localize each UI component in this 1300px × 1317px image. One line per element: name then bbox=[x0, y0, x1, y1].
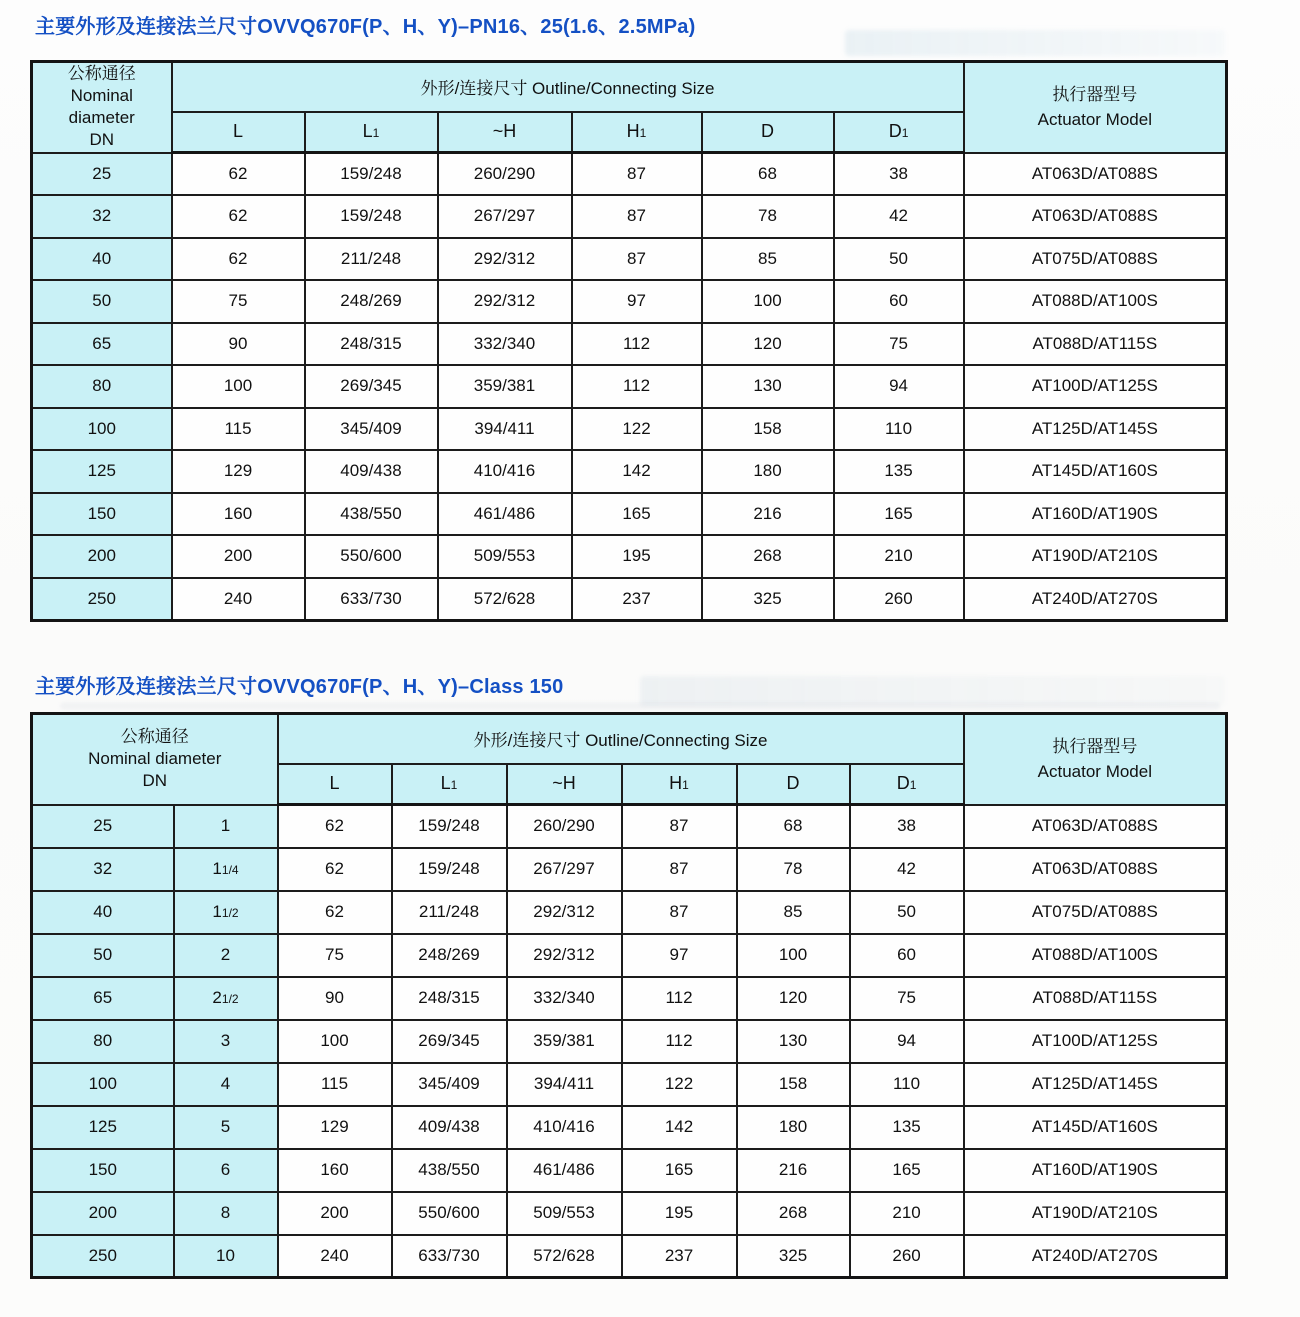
h-cell: 572/628 bbox=[507, 1235, 622, 1278]
table-row bbox=[32, 805, 1227, 848]
h-cell: 394/411 bbox=[438, 408, 572, 451]
title-pn16-table: 主要外形及连接法兰尺寸OVVQ670F(P、H、Y)–PN16、25(1.6、2.5MPa) bbox=[35, 16, 696, 38]
h-cell: 292/312 bbox=[438, 238, 572, 281]
inch-cell: 8 bbox=[174, 1192, 278, 1235]
dimensions-table-class150 bbox=[30, 712, 1228, 1279]
table2-header bbox=[32, 714, 1227, 805]
d1-cell: 210 bbox=[850, 1192, 964, 1235]
table-row bbox=[32, 848, 1227, 891]
actuator-cell: AT145D/AT160S bbox=[964, 1106, 1227, 1149]
h1-cell: 122 bbox=[622, 1063, 737, 1106]
actuator-cell: AT063D/AT088S bbox=[964, 153, 1227, 196]
table1-body bbox=[32, 153, 1227, 621]
d-cell: 78 bbox=[737, 848, 850, 891]
d-cell: 85 bbox=[737, 891, 850, 934]
h-cell: 359/381 bbox=[438, 365, 572, 408]
dn-cell: 50 bbox=[32, 934, 174, 977]
actuator-cell: AT190D/AT210S bbox=[964, 535, 1227, 578]
dn-header-line: DN bbox=[142, 771, 168, 791]
d1-cell: 110 bbox=[834, 408, 964, 451]
h1-cell: 97 bbox=[572, 280, 702, 323]
inch-cell: 4 bbox=[174, 1063, 278, 1106]
dn-cell: 32 bbox=[32, 848, 174, 891]
inch-cell: 3 bbox=[174, 1020, 278, 1063]
h1-cell: 87 bbox=[572, 195, 702, 238]
dn-cell: 200 bbox=[32, 1192, 174, 1235]
l1-cell: 248/315 bbox=[392, 977, 507, 1020]
l1-cell: 248/269 bbox=[305, 280, 438, 323]
h-cell: 267/297 bbox=[438, 195, 572, 238]
h-cell: 332/340 bbox=[438, 323, 572, 366]
h-cell: 359/381 bbox=[507, 1020, 622, 1063]
inch-cell: 2 bbox=[174, 934, 278, 977]
table-row bbox=[32, 1063, 1227, 1106]
dn-header bbox=[32, 714, 278, 805]
h1-cell: 112 bbox=[622, 1020, 737, 1063]
dn-cell: 65 bbox=[32, 323, 172, 366]
dn-cell: 125 bbox=[32, 1106, 174, 1149]
table-row bbox=[32, 1235, 1227, 1278]
actuator-cell: AT063D/AT088S bbox=[964, 195, 1227, 238]
l1-cell: 633/730 bbox=[392, 1235, 507, 1278]
l1-cell: 159/248 bbox=[392, 805, 507, 848]
actuator-cell: AT088D/AT100S bbox=[964, 280, 1227, 323]
l-cell: 100 bbox=[172, 365, 305, 408]
d1-cell: 94 bbox=[850, 1020, 964, 1063]
actuator-cell: AT240D/AT270S bbox=[964, 578, 1227, 621]
d-cell: 85 bbox=[702, 238, 834, 281]
d1-cell: 38 bbox=[850, 805, 964, 848]
d-cell: 216 bbox=[737, 1149, 850, 1192]
actuator-cell: AT160D/AT190S bbox=[964, 1149, 1227, 1192]
l1-cell: 159/248 bbox=[392, 848, 507, 891]
h1-cell: 142 bbox=[572, 450, 702, 493]
table-row bbox=[32, 195, 1227, 238]
h-cell: 260/290 bbox=[438, 153, 572, 196]
table-row bbox=[32, 934, 1227, 977]
table-row bbox=[32, 977, 1227, 1020]
inch-cell: 11/2 bbox=[174, 891, 278, 934]
l1-cell: 438/550 bbox=[305, 493, 438, 536]
l1-cell: 550/600 bbox=[305, 535, 438, 578]
l-cell: 62 bbox=[172, 153, 305, 196]
d1-cell: 165 bbox=[834, 493, 964, 536]
dn-cell: 100 bbox=[32, 408, 172, 451]
scan-artifact bbox=[60, 702, 1220, 710]
l-cell: 90 bbox=[278, 977, 392, 1020]
l-cell: 240 bbox=[278, 1235, 392, 1278]
h-cell: 267/297 bbox=[507, 848, 622, 891]
h1-cell: 87 bbox=[622, 805, 737, 848]
h1-cell: 237 bbox=[622, 1235, 737, 1278]
l-cell: 129 bbox=[172, 450, 305, 493]
l-cell: 75 bbox=[172, 280, 305, 323]
dimensions-table-pn16 bbox=[30, 60, 1228, 622]
h-cell: 292/312 bbox=[438, 280, 572, 323]
dn-cell: 65 bbox=[32, 977, 174, 1020]
h1-cell: 195 bbox=[572, 535, 702, 578]
actuator-header-line: Actuator Model bbox=[1037, 762, 1152, 782]
l-cell: 90 bbox=[172, 323, 305, 366]
h-cell: 292/312 bbox=[507, 891, 622, 934]
l-cell: 129 bbox=[278, 1106, 392, 1149]
d-cell: 120 bbox=[737, 977, 850, 1020]
dn-cell: 40 bbox=[32, 891, 174, 934]
l1-cell: 211/248 bbox=[305, 238, 438, 281]
d-cell: 130 bbox=[737, 1020, 850, 1063]
d-cell: 216 bbox=[702, 493, 834, 536]
l1-cell: 345/409 bbox=[392, 1063, 507, 1106]
d1-cell: 42 bbox=[850, 848, 964, 891]
d-cell: 78 bbox=[702, 195, 834, 238]
inch-cell: 6 bbox=[174, 1149, 278, 1192]
table-row bbox=[32, 153, 1227, 196]
d-cell: 158 bbox=[702, 408, 834, 451]
h-cell: 260/290 bbox=[507, 805, 622, 848]
actuator-cell: AT100D/AT125S bbox=[964, 1020, 1227, 1063]
h-cell: 461/486 bbox=[507, 1149, 622, 1192]
l1-cell: 633/730 bbox=[305, 578, 438, 621]
actuator-cell: AT160D/AT190S bbox=[964, 493, 1227, 536]
d-cell: 268 bbox=[702, 535, 834, 578]
actuator-header-line: 执行器型号 bbox=[1052, 736, 1138, 756]
l1-cell: 269/345 bbox=[392, 1020, 507, 1063]
l1-cell: 159/248 bbox=[305, 195, 438, 238]
dn-cell: 250 bbox=[32, 578, 172, 621]
h1-cell: 112 bbox=[572, 323, 702, 366]
l-cell: 62 bbox=[278, 891, 392, 934]
l1-cell: 211/248 bbox=[392, 891, 507, 934]
l-cell: 62 bbox=[278, 805, 392, 848]
h1-cell: 112 bbox=[622, 977, 737, 1020]
actuator-cell: AT075D/AT088S bbox=[964, 238, 1227, 281]
dn-cell: 25 bbox=[32, 805, 174, 848]
d-cell: 325 bbox=[737, 1235, 850, 1278]
h1-cell: 87 bbox=[622, 848, 737, 891]
table-row bbox=[32, 238, 1227, 281]
actuator-cell: AT088D/AT100S bbox=[964, 934, 1227, 977]
d1-cell: 75 bbox=[850, 977, 964, 1020]
col-header-D1: D1 bbox=[850, 764, 964, 805]
l1-cell: 345/409 bbox=[305, 408, 438, 451]
d1-cell: 110 bbox=[850, 1063, 964, 1106]
l1-cell: 409/438 bbox=[392, 1106, 507, 1149]
actuator-cell: AT125D/AT145S bbox=[964, 408, 1227, 451]
dn-header-line: Nominal bbox=[70, 86, 133, 106]
dn-cell: 25 bbox=[32, 153, 172, 196]
actuator-cell: AT088D/AT115S bbox=[964, 323, 1227, 366]
inch-cell: 5 bbox=[174, 1106, 278, 1149]
h-cell: 410/416 bbox=[507, 1106, 622, 1149]
dn-cell: 40 bbox=[32, 238, 172, 281]
d1-cell: 38 bbox=[834, 153, 964, 196]
d1-cell: 260 bbox=[834, 578, 964, 621]
actuator-cell: AT190D/AT210S bbox=[964, 1192, 1227, 1235]
h1-cell: 165 bbox=[622, 1149, 737, 1192]
d-cell: 180 bbox=[702, 450, 834, 493]
table-row bbox=[32, 1192, 1227, 1235]
d-cell: 158 bbox=[737, 1063, 850, 1106]
dn-cell: 200 bbox=[32, 535, 172, 578]
d-cell: 100 bbox=[702, 280, 834, 323]
h-cell: 509/553 bbox=[438, 535, 572, 578]
h-cell: 572/628 bbox=[438, 578, 572, 621]
dn-cell: 80 bbox=[32, 1020, 174, 1063]
l-cell: 200 bbox=[278, 1192, 392, 1235]
actuator-cell: AT145D/AT160S bbox=[964, 450, 1227, 493]
d1-cell: 210 bbox=[834, 535, 964, 578]
l-cell: 62 bbox=[278, 848, 392, 891]
col-header-L: L bbox=[172, 112, 305, 153]
d-cell: 100 bbox=[737, 934, 850, 977]
dn-cell: 125 bbox=[32, 450, 172, 493]
l-cell: 160 bbox=[278, 1149, 392, 1192]
l-cell: 200 bbox=[172, 535, 305, 578]
l-cell: 115 bbox=[172, 408, 305, 451]
inch-cell: 21/2 bbox=[174, 977, 278, 1020]
dn-header-line: DN bbox=[89, 130, 115, 150]
dn-cell: 32 bbox=[32, 195, 172, 238]
title-class150-table: 主要外形及连接法兰尺寸OVVQ670F(P、H、Y)–Class 150 bbox=[35, 676, 564, 698]
scan-artifact bbox=[845, 30, 1225, 56]
col-header-L: L bbox=[278, 764, 392, 805]
col-header-L1: L1 bbox=[392, 764, 507, 805]
table-row bbox=[32, 365, 1227, 408]
d-cell: 180 bbox=[737, 1106, 850, 1149]
table-row bbox=[32, 1106, 1227, 1149]
l1-cell: 248/269 bbox=[392, 934, 507, 977]
h-cell: 394/411 bbox=[507, 1063, 622, 1106]
table-row bbox=[32, 408, 1227, 451]
l-cell: 240 bbox=[172, 578, 305, 621]
d1-cell: 260 bbox=[850, 1235, 964, 1278]
d-cell: 130 bbox=[702, 365, 834, 408]
h-cell: 509/553 bbox=[507, 1192, 622, 1235]
inch-cell: 10 bbox=[174, 1235, 278, 1278]
h1-cell: 122 bbox=[572, 408, 702, 451]
col-header-H: ~H bbox=[438, 112, 572, 153]
dn-header-line: Nominal diameter bbox=[88, 749, 222, 769]
dn-cell: 150 bbox=[32, 493, 172, 536]
dn-cell: 100 bbox=[32, 1063, 174, 1106]
table2-body bbox=[32, 805, 1227, 1278]
table-row bbox=[32, 280, 1227, 323]
actuator-cell: AT063D/AT088S bbox=[964, 805, 1227, 848]
inch-cell: 11/4 bbox=[174, 848, 278, 891]
l-cell: 115 bbox=[278, 1063, 392, 1106]
outline-size-header: 外形/连接尺寸 Outline/Connecting Size bbox=[172, 62, 964, 112]
col-header-D: D bbox=[702, 112, 834, 153]
d-cell: 68 bbox=[737, 805, 850, 848]
col-header-H: ~H bbox=[507, 764, 622, 805]
table-row bbox=[32, 1149, 1227, 1192]
d1-cell: 60 bbox=[834, 280, 964, 323]
dn-header-line: 公称通径 bbox=[120, 727, 189, 747]
l-cell: 62 bbox=[172, 238, 305, 281]
h-cell: 461/486 bbox=[438, 493, 572, 536]
d-cell: 120 bbox=[702, 323, 834, 366]
actuator-cell: AT100D/AT125S bbox=[964, 365, 1227, 408]
h1-cell: 195 bbox=[622, 1192, 737, 1235]
d1-cell: 135 bbox=[834, 450, 964, 493]
actuator-header-line: Actuator Model bbox=[1037, 110, 1152, 130]
col-header-L1: L1 bbox=[305, 112, 438, 153]
actuator-cell: AT125D/AT145S bbox=[964, 1063, 1227, 1106]
l1-cell: 159/248 bbox=[305, 153, 438, 196]
h1-cell: 165 bbox=[572, 493, 702, 536]
dn-header bbox=[32, 62, 172, 153]
table1-header bbox=[32, 62, 1227, 153]
h1-cell: 87 bbox=[622, 891, 737, 934]
actuator-model-header bbox=[964, 62, 1227, 153]
table-row bbox=[32, 578, 1227, 621]
h-cell: 332/340 bbox=[507, 977, 622, 1020]
col-header-H1: H1 bbox=[572, 112, 702, 153]
d1-cell: 50 bbox=[850, 891, 964, 934]
dn-cell: 50 bbox=[32, 280, 172, 323]
inch-cell: 1 bbox=[174, 805, 278, 848]
table-row bbox=[32, 891, 1227, 934]
dn-cell: 150 bbox=[32, 1149, 174, 1192]
l1-cell: 409/438 bbox=[305, 450, 438, 493]
actuator-header-line: 执行器型号 bbox=[1052, 84, 1138, 104]
actuator-cell: AT075D/AT088S bbox=[964, 891, 1227, 934]
l-cell: 75 bbox=[278, 934, 392, 977]
d1-cell: 94 bbox=[834, 365, 964, 408]
l-cell: 160 bbox=[172, 493, 305, 536]
dn-header-line: 公称通径 bbox=[67, 64, 136, 84]
table-row bbox=[32, 1020, 1227, 1063]
h1-cell: 112 bbox=[572, 365, 702, 408]
d1-cell: 165 bbox=[850, 1149, 964, 1192]
dn-cell: 250 bbox=[32, 1235, 174, 1278]
h1-cell: 87 bbox=[572, 153, 702, 196]
l1-cell: 248/315 bbox=[305, 323, 438, 366]
d1-cell: 60 bbox=[850, 934, 964, 977]
d1-cell: 75 bbox=[834, 323, 964, 366]
actuator-cell: AT240D/AT270S bbox=[964, 1235, 1227, 1278]
l1-cell: 550/600 bbox=[392, 1192, 507, 1235]
d1-cell: 50 bbox=[834, 238, 964, 281]
outline-size-header: 外形/连接尺寸 Outline/Connecting Size bbox=[278, 714, 964, 764]
scan-artifact bbox=[640, 676, 1225, 706]
h1-cell: 237 bbox=[572, 578, 702, 621]
table-row bbox=[32, 493, 1227, 536]
d1-cell: 135 bbox=[850, 1106, 964, 1149]
table-row bbox=[32, 450, 1227, 493]
d-cell: 68 bbox=[702, 153, 834, 196]
actuator-cell: AT063D/AT088S bbox=[964, 848, 1227, 891]
h1-cell: 97 bbox=[622, 934, 737, 977]
actuator-model-header bbox=[964, 714, 1227, 805]
l1-cell: 438/550 bbox=[392, 1149, 507, 1192]
col-header-D1: D1 bbox=[834, 112, 964, 153]
table-row bbox=[32, 535, 1227, 578]
l1-cell: 269/345 bbox=[305, 365, 438, 408]
dn-header-line: diameter bbox=[68, 108, 135, 128]
l-cell: 100 bbox=[278, 1020, 392, 1063]
d-cell: 325 bbox=[702, 578, 834, 621]
h1-cell: 87 bbox=[572, 238, 702, 281]
col-header-D: D bbox=[737, 764, 850, 805]
h1-cell: 142 bbox=[622, 1106, 737, 1149]
d-cell: 268 bbox=[737, 1192, 850, 1235]
actuator-cell: AT088D/AT115S bbox=[964, 977, 1227, 1020]
col-header-H1: H1 bbox=[622, 764, 737, 805]
l-cell: 62 bbox=[172, 195, 305, 238]
h-cell: 292/312 bbox=[507, 934, 622, 977]
table-row bbox=[32, 323, 1227, 366]
dn-cell: 80 bbox=[32, 365, 172, 408]
d1-cell: 42 bbox=[834, 195, 964, 238]
h-cell: 410/416 bbox=[438, 450, 572, 493]
